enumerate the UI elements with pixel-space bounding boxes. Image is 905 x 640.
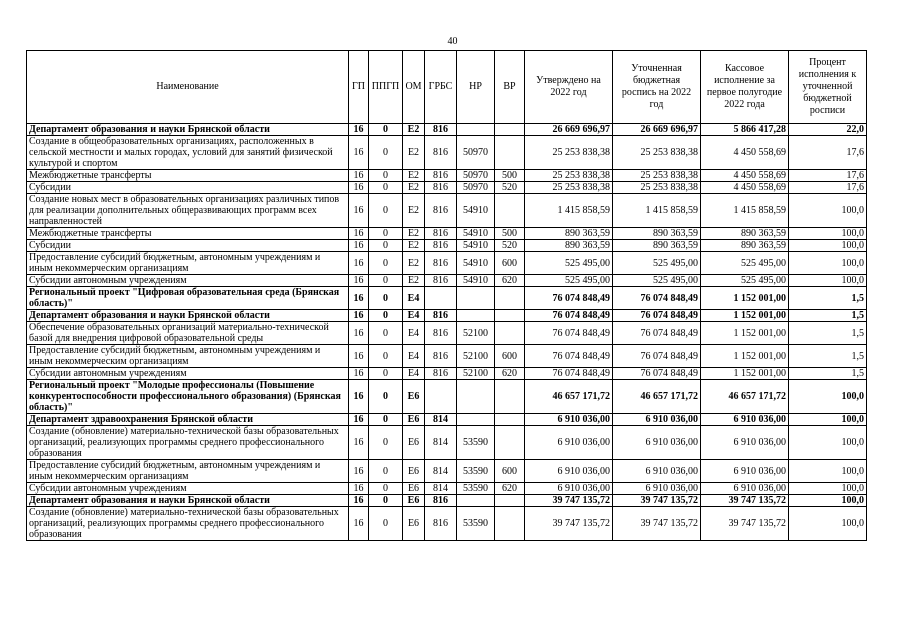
cell-ppgp: 0 [369, 240, 403, 252]
table-row [27, 380, 867, 414]
cell-np: 54910 [457, 194, 495, 228]
cell-updated: 39 747 135,72 [613, 495, 701, 507]
cell-grbs: 816 [425, 240, 457, 252]
cell-ppgp: 0 [369, 460, 403, 483]
table-row [27, 275, 867, 287]
cell-cash: 5 866 417,28 [701, 124, 789, 136]
cell-gp: 16 [349, 170, 369, 182]
cell-cash: 6 910 036,00 [701, 414, 789, 426]
cell-ppgp: 0 [369, 507, 403, 541]
cell-approved: 46 657 171,72 [525, 380, 613, 414]
cell-cash: 890 363,59 [701, 228, 789, 240]
cell-percent: 100,0 [789, 460, 867, 483]
cell-approved: 76 074 848,49 [525, 322, 613, 345]
cell-ppgp: 0 [369, 194, 403, 228]
table-row [27, 252, 867, 275]
cell-approved: 6 910 036,00 [525, 426, 613, 460]
cell-om: E6 [403, 380, 425, 414]
cell-approved: 39 747 135,72 [525, 507, 613, 541]
cell-updated: 76 074 848,49 [613, 287, 701, 310]
cell-grbs: 816 [425, 495, 457, 507]
cell-name: Субсидии автономным учреждениям [27, 368, 349, 380]
cell-om: E2 [403, 124, 425, 136]
cell-percent: 100,0 [789, 483, 867, 495]
cell-percent: 100,0 [789, 228, 867, 240]
cell-ppgp: 0 [369, 426, 403, 460]
cell-name: Субсидии автономным учреждениям [27, 483, 349, 495]
cell-percent: 100,0 [789, 240, 867, 252]
cell-gp: 16 [349, 182, 369, 194]
table-row [27, 345, 867, 368]
cell-gp: 16 [349, 426, 369, 460]
cell-name: Департамент здравоохранения Брянской области [27, 414, 349, 426]
cell-vr: 600 [495, 345, 525, 368]
cell-np [457, 287, 495, 310]
cell-np [457, 380, 495, 414]
cell-grbs: 814 [425, 426, 457, 460]
cell-cash: 525 495,00 [701, 275, 789, 287]
cell-percent: 100,0 [789, 275, 867, 287]
cell-cash: 1 152 001,00 [701, 345, 789, 368]
cell-gp: 16 [349, 310, 369, 322]
cell-gp: 16 [349, 380, 369, 414]
cell-updated: 1 415 858,59 [613, 194, 701, 228]
header-np: НР [457, 51, 495, 124]
cell-om: E2 [403, 275, 425, 287]
table-row [27, 310, 867, 322]
cell-approved: 1 415 858,59 [525, 194, 613, 228]
cell-om: E6 [403, 507, 425, 541]
cell-gp: 16 [349, 194, 369, 228]
cell-vr: 600 [495, 460, 525, 483]
cell-np: 53590 [457, 460, 495, 483]
cell-ppgp: 0 [369, 483, 403, 495]
cell-updated: 76 074 848,49 [613, 368, 701, 380]
cell-approved: 25 253 838,38 [525, 182, 613, 194]
cell-name: Предоставление субсидий бюджетным, автономным учреждениям и иным некоммерческим организациям [27, 345, 349, 368]
cell-om: E6 [403, 495, 425, 507]
cell-percent: 100,0 [789, 507, 867, 541]
cell-np: 54910 [457, 228, 495, 240]
cell-cash: 6 910 036,00 [701, 426, 789, 460]
cell-approved: 26 669 696,97 [525, 124, 613, 136]
cell-gp: 16 [349, 124, 369, 136]
table-row [27, 368, 867, 380]
cell-vr [495, 287, 525, 310]
cell-vr: 620 [495, 483, 525, 495]
cell-vr: 520 [495, 240, 525, 252]
cell-vr [495, 194, 525, 228]
header-grbs: ГРБС [425, 51, 457, 124]
table-row [27, 495, 867, 507]
cell-gp: 16 [349, 368, 369, 380]
cell-updated: 890 363,59 [613, 228, 701, 240]
cell-om: E4 [403, 322, 425, 345]
cell-grbs: 816 [425, 124, 457, 136]
cell-gp: 16 [349, 275, 369, 287]
cell-cash: 1 152 001,00 [701, 322, 789, 345]
cell-name: Создание новых мест в образовательных организациях различных типов для реализации дополнительных общеразвивающих программ всех направленностей [27, 194, 349, 228]
cell-name: Создание (обновление) материально-технической базы образовательных организаций, реализующих программы среднего профессионального образования [27, 426, 349, 460]
cell-name: Создание (обновление) материально-технической базы образовательных организаций, реализующих программы среднего профессионального образования [27, 507, 349, 541]
cell-name: Субсидии [27, 240, 349, 252]
cell-cash: 1 152 001,00 [701, 287, 789, 310]
cell-approved: 25 253 838,38 [525, 170, 613, 182]
cell-approved: 76 074 848,49 [525, 287, 613, 310]
cell-np: 54910 [457, 252, 495, 275]
cell-percent: 100,0 [789, 414, 867, 426]
cell-name: Предоставление субсидий бюджетным, автономным учреждениям и иным некоммерческим организациям [27, 460, 349, 483]
cell-gp: 16 [349, 322, 369, 345]
cell-updated: 25 253 838,38 [613, 182, 701, 194]
header-om: ОМ [403, 51, 425, 124]
cell-gp: 16 [349, 414, 369, 426]
page-number: 40 [447, 36, 458, 47]
cell-ppgp: 0 [369, 414, 403, 426]
cell-ppgp: 0 [369, 136, 403, 170]
cell-om: E4 [403, 368, 425, 380]
cell-name: Обеспечение образовательных организаций материально-технической базой для внедрения цифровой образовательной среды [27, 322, 349, 345]
table-row [27, 240, 867, 252]
cell-updated: 6 910 036,00 [613, 414, 701, 426]
cell-approved: 76 074 848,49 [525, 310, 613, 322]
cell-approved: 525 495,00 [525, 252, 613, 275]
cell-np [457, 495, 495, 507]
table-row [27, 322, 867, 345]
cell-name: Региональный проект "Цифровая образовательная среда (Брянская область)" [27, 287, 349, 310]
cell-updated: 6 910 036,00 [613, 460, 701, 483]
cell-name: Департамент образования и науки Брянской области [27, 124, 349, 136]
cell-name: Межбюджетные трансферты [27, 228, 349, 240]
cell-gp: 16 [349, 136, 369, 170]
cell-percent: 1,5 [789, 345, 867, 368]
table-body [27, 124, 867, 541]
cell-ppgp: 0 [369, 380, 403, 414]
cell-grbs: 814 [425, 414, 457, 426]
cell-cash: 46 657 171,72 [701, 380, 789, 414]
cell-name: Субсидии [27, 182, 349, 194]
cell-updated: 25 253 838,38 [613, 136, 701, 170]
cell-approved: 76 074 848,49 [525, 345, 613, 368]
cell-grbs: 816 [425, 345, 457, 368]
cell-updated: 25 253 838,38 [613, 170, 701, 182]
cell-approved: 25 253 838,38 [525, 136, 613, 170]
cell-gp: 16 [349, 240, 369, 252]
cell-np: 53590 [457, 507, 495, 541]
table-row [27, 182, 867, 194]
cell-approved: 76 074 848,49 [525, 368, 613, 380]
cell-percent: 1,5 [789, 310, 867, 322]
cell-updated: 890 363,59 [613, 240, 701, 252]
cell-om: E4 [403, 345, 425, 368]
cell-om: E4 [403, 310, 425, 322]
cell-percent: 17,6 [789, 170, 867, 182]
budget-table [26, 50, 867, 541]
cell-np: 50970 [457, 170, 495, 182]
cell-gp: 16 [349, 228, 369, 240]
cell-approved: 6 910 036,00 [525, 460, 613, 483]
cell-gp: 16 [349, 345, 369, 368]
cell-grbs: 816 [425, 182, 457, 194]
cell-vr [495, 380, 525, 414]
header-updated: Уточненная бюджетная роспись на 2022 год [613, 51, 701, 124]
cell-name: Субсидии автономным учреждениям [27, 275, 349, 287]
table-header [27, 51, 867, 124]
cell-vr [495, 426, 525, 460]
cell-grbs [425, 380, 457, 414]
cell-updated: 6 910 036,00 [613, 426, 701, 460]
cell-np: 53590 [457, 483, 495, 495]
cell-ppgp: 0 [369, 275, 403, 287]
cell-percent: 17,6 [789, 182, 867, 194]
cell-grbs: 816 [425, 275, 457, 287]
cell-approved: 890 363,59 [525, 240, 613, 252]
cell-percent: 100,0 [789, 194, 867, 228]
header-cash: Кассовое исполнение за первое полугодие 2022 года [701, 51, 789, 124]
cell-grbs: 816 [425, 136, 457, 170]
cell-updated: 525 495,00 [613, 275, 701, 287]
table-row [27, 228, 867, 240]
cell-np [457, 310, 495, 322]
cell-percent: 1,5 [789, 287, 867, 310]
cell-vr [495, 414, 525, 426]
cell-percent: 100,0 [789, 252, 867, 275]
cell-updated: 39 747 135,72 [613, 507, 701, 541]
cell-grbs [425, 287, 457, 310]
table-row [27, 287, 867, 310]
cell-np: 50970 [457, 136, 495, 170]
cell-cash: 4 450 558,69 [701, 170, 789, 182]
header-name: Наименование [27, 51, 349, 124]
cell-np [457, 124, 495, 136]
cell-updated: 76 074 848,49 [613, 322, 701, 345]
cell-om: E2 [403, 252, 425, 275]
cell-updated: 26 669 696,97 [613, 124, 701, 136]
cell-np: 53590 [457, 426, 495, 460]
cell-vr: 620 [495, 275, 525, 287]
cell-grbs: 816 [425, 310, 457, 322]
cell-cash: 6 910 036,00 [701, 483, 789, 495]
cell-np: 54910 [457, 240, 495, 252]
cell-approved: 525 495,00 [525, 275, 613, 287]
cell-np: 52100 [457, 345, 495, 368]
cell-om: E2 [403, 182, 425, 194]
cell-updated: 76 074 848,49 [613, 345, 701, 368]
cell-percent: 1,5 [789, 368, 867, 380]
cell-grbs: 816 [425, 194, 457, 228]
cell-name: Региональный проект "Молодые профессионалы (Повышение конкурентоспособности профессионального образования) (Брянская область)" [27, 380, 349, 414]
cell-approved: 890 363,59 [525, 228, 613, 240]
cell-vr: 620 [495, 368, 525, 380]
cell-updated: 525 495,00 [613, 252, 701, 275]
cell-vr [495, 310, 525, 322]
header-vr: ВР [495, 51, 525, 124]
header-gp: ГП [349, 51, 369, 124]
cell-ppgp: 0 [369, 368, 403, 380]
cell-percent: 1,5 [789, 322, 867, 345]
cell-om: E6 [403, 414, 425, 426]
cell-om: E6 [403, 460, 425, 483]
cell-ppgp: 0 [369, 310, 403, 322]
cell-grbs: 816 [425, 228, 457, 240]
table-row [27, 136, 867, 170]
cell-cash: 1 415 858,59 [701, 194, 789, 228]
cell-percent: 17,6 [789, 136, 867, 170]
cell-gp: 16 [349, 507, 369, 541]
cell-gp: 16 [349, 483, 369, 495]
cell-gp: 16 [349, 287, 369, 310]
table-row [27, 507, 867, 541]
cell-om: E6 [403, 426, 425, 460]
cell-om: E2 [403, 136, 425, 170]
cell-ppgp: 0 [369, 252, 403, 275]
cell-cash: 39 747 135,72 [701, 495, 789, 507]
cell-percent: 100,0 [789, 495, 867, 507]
table-row [27, 460, 867, 483]
cell-grbs: 816 [425, 368, 457, 380]
cell-vr: 600 [495, 252, 525, 275]
header-percent: Процент исполнения к уточненной бюджетной росписи [789, 51, 867, 124]
cell-name: Межбюджетные трансферты [27, 170, 349, 182]
cell-vr: 500 [495, 170, 525, 182]
cell-ppgp: 0 [369, 495, 403, 507]
cell-cash: 4 450 558,69 [701, 182, 789, 194]
table-row [27, 426, 867, 460]
cell-vr [495, 322, 525, 345]
cell-cash: 1 152 001,00 [701, 368, 789, 380]
cell-gp: 16 [349, 460, 369, 483]
cell-grbs: 814 [425, 483, 457, 495]
cell-ppgp: 0 [369, 228, 403, 240]
cell-cash: 890 363,59 [701, 240, 789, 252]
cell-grbs: 816 [425, 252, 457, 275]
cell-cash: 1 152 001,00 [701, 310, 789, 322]
cell-cash: 525 495,00 [701, 252, 789, 275]
cell-vr [495, 495, 525, 507]
cell-updated: 6 910 036,00 [613, 483, 701, 495]
cell-ppgp: 0 [369, 287, 403, 310]
table-row [27, 414, 867, 426]
cell-updated: 46 657 171,72 [613, 380, 701, 414]
cell-ppgp: 0 [369, 170, 403, 182]
cell-name: Создание в общеобразовательных организациях, расположенных в сельской местности и малых городах, условий для занятий физической культурой и спортом [27, 136, 349, 170]
table-row [27, 483, 867, 495]
cell-ppgp: 0 [369, 322, 403, 345]
cell-om: E6 [403, 483, 425, 495]
cell-gp: 16 [349, 495, 369, 507]
cell-approved: 39 747 135,72 [525, 495, 613, 507]
cell-grbs: 814 [425, 460, 457, 483]
cell-ppgp: 0 [369, 182, 403, 194]
table-row [27, 170, 867, 182]
cell-om: E2 [403, 240, 425, 252]
header-ppgp: ППГП [369, 51, 403, 124]
cell-np: 52100 [457, 368, 495, 380]
cell-ppgp: 0 [369, 124, 403, 136]
cell-grbs: 816 [425, 507, 457, 541]
cell-np: 54910 [457, 275, 495, 287]
cell-name: Департамент образования и науки Брянской области [27, 310, 349, 322]
cell-np [457, 414, 495, 426]
header-approved: Утверждено на 2022 год [525, 51, 613, 124]
cell-grbs: 816 [425, 170, 457, 182]
cell-updated: 76 074 848,49 [613, 310, 701, 322]
cell-om: E2 [403, 194, 425, 228]
cell-gp: 16 [349, 252, 369, 275]
cell-om: E4 [403, 287, 425, 310]
cell-percent: 22,0 [789, 124, 867, 136]
cell-cash: 39 747 135,72 [701, 507, 789, 541]
table-row [27, 124, 867, 136]
cell-np: 52100 [457, 322, 495, 345]
cell-vr: 500 [495, 228, 525, 240]
cell-vr [495, 136, 525, 170]
cell-om: E2 [403, 170, 425, 182]
cell-name: Департамент образования и науки Брянской области [27, 495, 349, 507]
cell-approved: 6 910 036,00 [525, 483, 613, 495]
cell-ppgp: 0 [369, 345, 403, 368]
cell-approved: 6 910 036,00 [525, 414, 613, 426]
cell-cash: 4 450 558,69 [701, 136, 789, 170]
table-row [27, 194, 867, 228]
cell-percent: 100,0 [789, 380, 867, 414]
cell-vr [495, 124, 525, 136]
cell-np: 50970 [457, 182, 495, 194]
cell-grbs: 816 [425, 322, 457, 345]
cell-om: E2 [403, 228, 425, 240]
cell-name: Предоставление субсидий бюджетным, автономным учреждениям и иным некоммерческим организациям [27, 252, 349, 275]
cell-percent: 100,0 [789, 426, 867, 460]
cell-vr [495, 507, 525, 541]
cell-cash: 6 910 036,00 [701, 460, 789, 483]
cell-vr: 520 [495, 182, 525, 194]
